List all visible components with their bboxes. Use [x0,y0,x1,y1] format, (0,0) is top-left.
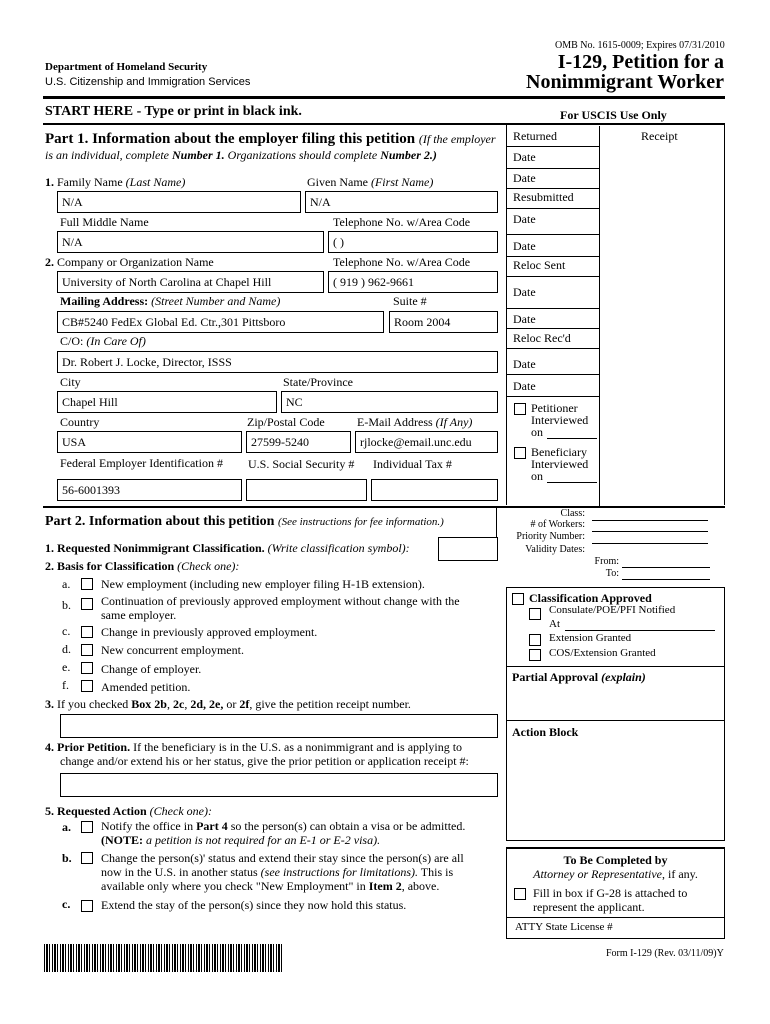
zip-field[interactable]: 27599-5240 [246,431,351,453]
barcode [44,944,284,972]
part2-title [45,514,444,530]
family-name-label: 1. Family Name (Last Name) [45,175,186,189]
petitioner-interviewed-checkbox[interactable] [514,403,526,415]
part1-note-line2: is an individual, complete Number 1. Organizations should complete Number 2.) [45,148,437,162]
workers-line [592,531,708,532]
validity-label: Validity Dates: [525,544,585,555]
sidebar-line [507,308,599,309]
sidebar-line [507,256,599,257]
basis-c-letter: c. [62,624,71,638]
telephone-field-2[interactable]: ( 919 ) 962-9661 [328,271,498,293]
section-rule [43,123,725,125]
middle-name-field[interactable]: N/A [57,231,324,253]
fein-field[interactable]: 56-6001393 [57,479,242,501]
basis-e-text: Change of employer. [101,662,202,676]
date-label-1: Date [513,150,536,164]
workers-label: # of Workers: [530,519,585,530]
city-field[interactable]: Chapel Hill [57,391,277,413]
returned-label: Returned [513,129,557,143]
email-label: E-Mail Address (If Any) [357,415,473,429]
date-label-7: Date [513,357,536,371]
priority-label: Priority Number: [516,531,585,542]
omb-number: OMB No. 1615-0009; Expires 07/31/2010 [555,40,725,51]
to-line [622,579,710,580]
itin-label: Individual Tax # [373,457,452,471]
given-name-field[interactable]: N/A [305,191,498,213]
uscis-sidebar [507,126,724,506]
consulate-label: Consulate/POE/PFI Notified [549,604,676,616]
care-of-field[interactable]: Dr. Robert J. Locke, Director, ISSS [57,351,498,373]
basis-d-text: New concurrent employment. [101,643,244,657]
given-name-label: Given Name (First Name) [307,175,434,189]
q4-row: 4. Prior Petition. If the beneficiary is in the U.S. as a nonimmigrant and is applying to [45,740,463,754]
header-rule [43,96,725,99]
partial-approval-box [506,666,725,721]
suite-field[interactable]: Room 2004 [389,311,498,333]
to-label: To: [605,568,619,579]
action-b-checkbox[interactable] [81,852,93,864]
telephone-label-1: Telephone No. w/Area Code [333,215,471,229]
telephone-field-1[interactable]: ( ) [328,231,498,253]
uscis-use-label: For USCIS Use Only [560,108,667,122]
q5b-text3: available only where you check "New Employment" in Item 2, above. [101,879,440,893]
mailing-address-label: Mailing Address: (Street Number and Name) [60,294,281,308]
basis-b-text2: same employer. [101,608,177,622]
tbc-label: To Be Completed by [563,853,668,867]
basis-a-letter: a. [62,577,71,591]
classification-symbol-field[interactable] [438,537,498,561]
basis-d-letter: d. [62,642,71,656]
beneficiary-date-line [547,482,597,483]
q5a-text: Notify the office in Part 4 so the person(s) can obtain a visa or be admitted. [101,819,466,833]
from-label: From: [594,556,619,567]
receipt-divider [599,126,600,174]
action-c-checkbox[interactable] [81,900,93,912]
resubmitted-label: Resubmitted [513,190,574,204]
basis-e-checkbox[interactable] [81,662,93,674]
city-label: City [60,375,81,389]
cos-extension-checkbox[interactable] [529,649,541,661]
basis-b-text: Continuation of previously approved employment without change with the [101,594,460,608]
sidebar-line [507,396,599,397]
petitioner-interviewed-label: Petitioner Interviewed on [531,401,589,439]
country-field[interactable]: USA [57,431,242,453]
part1-title [45,131,496,148]
beneficiary-interviewed-checkbox[interactable] [514,447,526,459]
class-block [500,508,725,588]
basis-f-letter: f. [62,678,69,692]
date-label-4: Date [513,239,536,253]
suite-label: Suite # [393,294,427,308]
reloc-recd-label: Reloc Rec'd [513,331,571,345]
sidebar-line [507,208,599,209]
receipt-label: Receipt [641,129,678,143]
middle-name-label: Full Middle Name [60,215,149,229]
prior-receipt-field[interactable] [60,773,498,797]
cos-extension-label: COS/Extension Granted [549,647,656,659]
q5c-text: Extend the stay of the person(s) since they now hold this status. [101,898,407,912]
classification-approved-label: Classification Approved [529,591,652,605]
q5a-letter: a. [62,820,71,834]
basis-f-text: Amended petition. [101,680,191,694]
sidebar-line [507,348,599,349]
g28-label: Fill in box if G-28 is attached to represent the applicant. [533,886,688,914]
sidebar-line [507,234,599,235]
q5c-letter: c. [62,897,71,911]
date-label-3: Date [513,212,536,226]
email-field[interactable]: rjlocke@email.unc.edu [355,431,498,453]
basis-e-letter: e. [62,660,71,674]
beneficiary-interviewed-label: Beneficiary Interviewed on [531,445,589,483]
sidebar-line [507,374,599,375]
mailing-address-field[interactable]: CB#5240 FedEx Global Ed. Ctr.,301 Pittsboro [57,311,384,333]
q5b-text2: now in the U.S. in another status (see instructions for limitations). This is [101,865,454,879]
family-name-field[interactable]: N/A [57,191,301,213]
basis-f-checkbox[interactable] [81,680,93,692]
part2-note: (See instructions for fee information.) [277,516,444,528]
basis-c-checkbox[interactable] [81,626,93,638]
extension-granted-checkbox[interactable] [529,634,541,646]
sidebar-line [507,146,599,147]
zip-label: Zip/Postal Code [247,415,325,429]
attorney-label: Attorney or Representative, if any. [533,867,698,881]
country-label: Country [60,415,100,429]
attorney-divider [507,917,724,918]
basis-a-text: New employment (including new employer filing H-1B extension). [101,577,425,591]
agency-name: Department of Homeland Security [45,61,208,73]
g28-checkbox[interactable] [514,888,526,900]
sidebar-line [507,276,599,277]
class-label: Class: [560,508,585,519]
care-of-label: C/O: (In Care Of) [60,334,146,348]
partial-approval-label: Partial Approval (explain) [512,670,646,684]
priority-line [592,543,708,544]
fein-label: Federal Employer Identification # [60,456,223,470]
q5-row: 5. Requested Action (Check one): [45,804,212,818]
company-label: 2. Company or Organization Name [45,255,214,269]
at-line [565,630,715,631]
reloc-sent-label: Reloc Sent [513,258,566,272]
q3-row: 3. If you checked Box 2b, 2c, 2d, 2e, or 2f, give the petition receipt number. [45,697,411,711]
action-block-label: Action Block [512,725,579,739]
sidebar-line [507,168,599,169]
classification-approved-box [506,587,725,667]
basis-d-checkbox[interactable] [81,644,93,656]
attorney-box [506,847,725,939]
ssn-label: U.S. Social Security # [248,457,355,471]
q2-row: 2. Basis for Classification (Check one): [45,559,240,573]
class-line [592,520,708,521]
q4-line2: change and/or extend his or her status, give the prior petition or application receipt #: [60,754,469,768]
itin-field[interactable] [371,479,498,501]
part2-divider [496,508,497,538]
date-label-8: Date [513,379,536,393]
action-block-box [506,721,725,841]
from-line [622,567,710,568]
basis-b-checkbox[interactable] [81,598,93,610]
q1-row: 1. Requested Nonimmigrant Classification. (Write classification symbol): [45,541,410,555]
sidebar-line [507,188,599,189]
date-label-2: Date [513,171,536,185]
q5b-text1: Change the person(s)' status and extend their stay since the person(s) are all [101,851,464,865]
at-label: At [549,618,560,630]
date-label-5: Date [513,285,536,299]
basis-c-text: Change in previously approved employment. [101,625,318,639]
form-revision: Form I-129 (Rev. 03/11/09)Y [606,948,724,959]
sidebar-inner-divider [599,174,600,506]
basis-b-letter: b. [62,598,71,612]
start-here: START HERE - Type or print in black ink. [45,104,302,119]
receipt-number-field[interactable] [60,714,498,738]
petitioner-date-line [547,438,597,439]
q5b-letter: b. [62,851,72,865]
sub-agency-name: U.S. Citizenship and Immigration Services [45,76,251,88]
basis-a-checkbox[interactable] [81,578,93,590]
consulate-checkbox[interactable] [529,608,541,620]
form-title-line1: I-129, Petition for a [557,51,724,73]
atty-license-label: ATTY State License # [515,921,613,933]
action-a-checkbox[interactable] [81,821,93,833]
classification-approved-checkbox[interactable] [512,593,524,605]
part2-heading: Part 2. Information about this petition [45,514,275,529]
date-label-6: Date [513,312,536,326]
sidebar-line [507,328,599,329]
state-label: State/Province [283,375,353,389]
q5a-note: (NOTE: a petition is not required for an E-1 or E-2 visa). [101,833,381,847]
telephone-label-2: Telephone No. w/Area Code [333,255,471,269]
form-title-line2: Nonimmigrant Worker [526,71,724,93]
company-name-field[interactable]: University of North Carolina at Chapel Hill [57,271,324,293]
sidebar-right-border [724,125,725,505]
state-field[interactable]: NC [281,391,498,413]
extension-granted-label: Extension Granted [549,632,632,644]
part1-heading: Part 1. Information about the employer filing this petition [45,131,416,147]
part1-note: (If the employer [418,132,496,146]
ssn-field[interactable] [246,479,367,501]
